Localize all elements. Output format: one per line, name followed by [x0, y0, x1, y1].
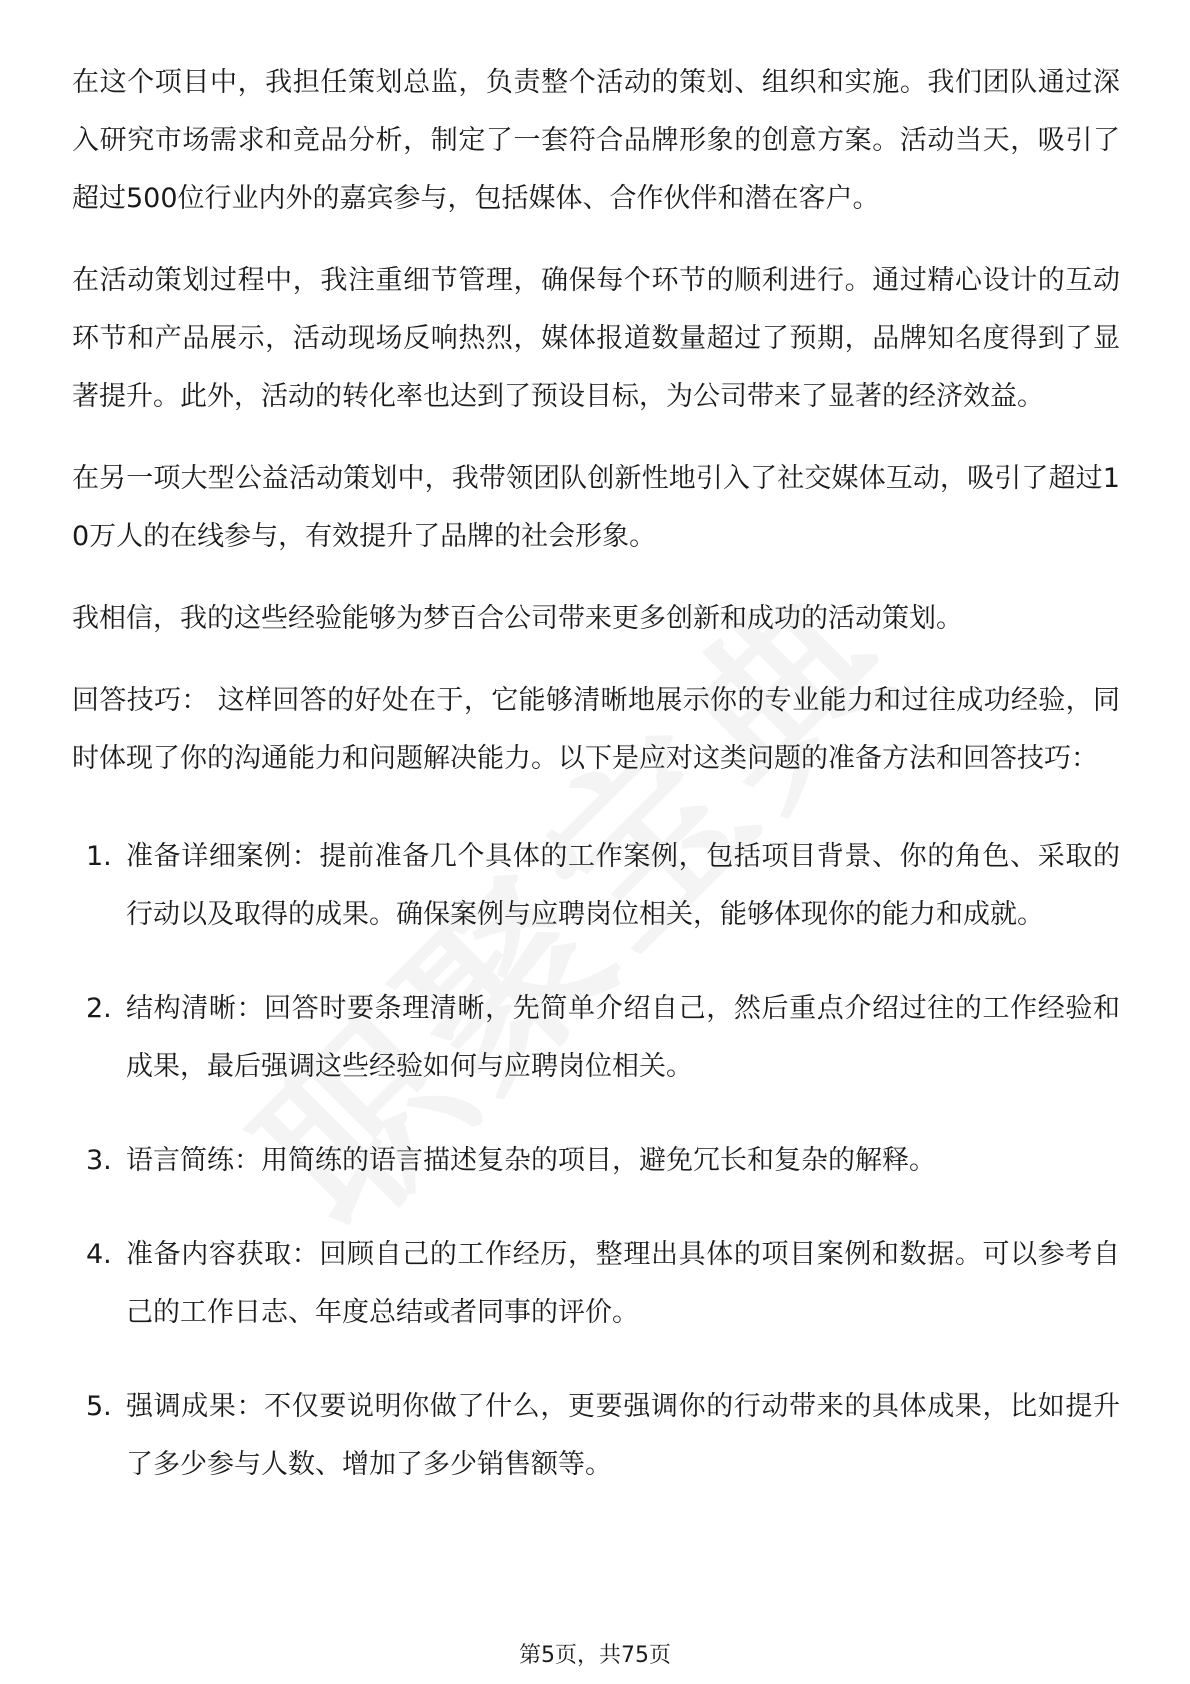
list-item-text: 结构清晰：回答时要条理清晰，先简单介绍自己，然后重点介绍过往的工作经验和成果，最后强调这些经验如何与应聘岗位相关。 [126, 993, 1120, 1082]
list-item-text: 强调成果：不仅要说明你做了什么，更要强调你的行动带来的具体成果，比如提升了多少参与人数、增加了多少销售额等。 [126, 1391, 1120, 1480]
paragraph-conclusion: 我相信，我的这些经验能够为梦百合公司带来更多创新和成功的活动策划。 [72, 603, 963, 634]
paragraph-charity-event: 在另一项大型公益活动策划中，我带领团队创新性地引入了社交媒体互动，吸引了超过10万人的在线参与，有效提升了品牌的社会形象。 [72, 463, 1120, 552]
list-item [72, 1378, 1120, 1494]
list-item [72, 1226, 1120, 1342]
document-body [72, 54, 1120, 1530]
list-item-text: 语言简练：用简练的语言描述复杂的项目，避免冗长和复杂的解释。 [126, 1145, 936, 1176]
list-item-number: 1. [86, 841, 112, 872]
list-item-text: 准备详细案例：提前准备几个具体的工作案例，包括项目背景、你的角色、采取的行动以及取得的成果。确保案例与应聘岗位相关，能够体现你的能力和成就。 [126, 841, 1120, 930]
list-item-text: 准备内容获取：回顾自己的工作经历，整理出具体的项目案例和数据。可以参考自己的工作日志、年度总结或者同事的评价。 [126, 1239, 1120, 1328]
paragraph-project-role: 在这个项目中，我担任策划总监，负责整个活动的策划、组织和实施。我们团队通过深入研究市场需求和竞品分析，制定了一套符合品牌形象的创意方案。活动当天，吸引了超过500位行业内外的嘉宾参与，包括媒体、合作伙伴和潜在客户。 [72, 67, 1120, 214]
list-item-number: 4. [86, 1239, 112, 1270]
tips-list [72, 828, 1120, 1494]
page-number-footer: 第5页，共75页 [519, 1643, 671, 1668]
list-item-number: 3. [86, 1145, 112, 1176]
paragraph-answer-tips: 回答技巧： 这样回答的好处在于，它能够清晰地展示你的专业能力和过往成功经验，同时体现了你的沟通能力和问题解决能力。以下是应对这类问题的准备方法和回答技巧： [72, 685, 1120, 774]
paragraph-planning-process: 在活动策划过程中，我注重细节管理，确保每个环节的顺利进行。通过精心设计的互动环节和产品展示，活动现场反响热烈，媒体报道数量超过了预期，品牌知名度得到了显著提升。此外，活动的转化率也达到了预设目标，为公司带来了显著的经济效益。 [72, 265, 1120, 412]
list-item [72, 1132, 1120, 1190]
list-item-number: 2. [86, 993, 112, 1024]
list-item [72, 980, 1120, 1096]
list-item-number: 5. [86, 1391, 112, 1422]
list-item [72, 828, 1120, 944]
